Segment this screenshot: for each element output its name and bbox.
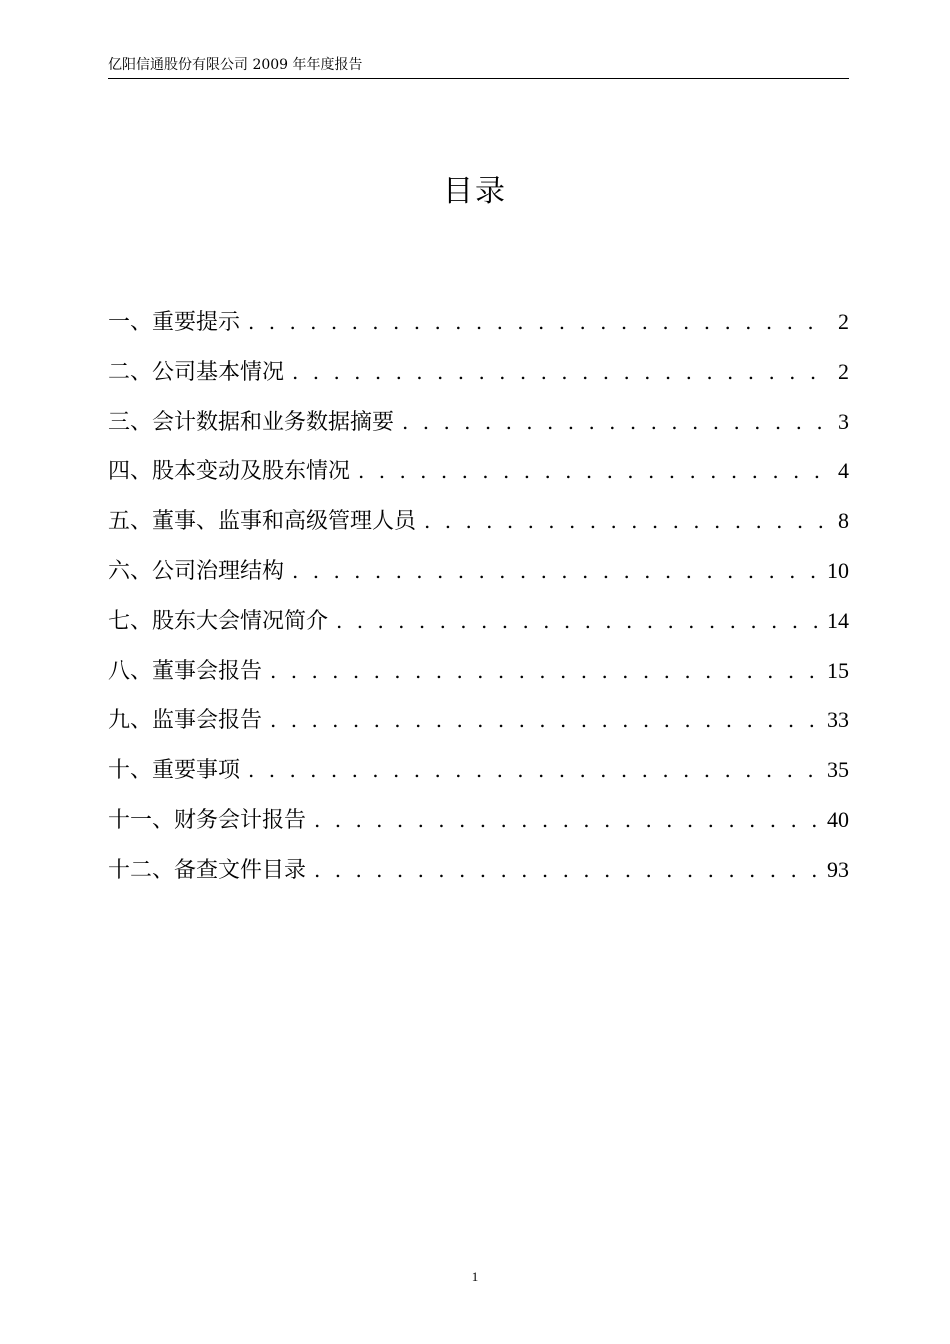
toc-entry-label: 二、公司基本情况 [108,359,285,385]
toc-entry-page: 10 [827,557,849,583]
toc-dot-leader [314,801,817,839]
toc-entry-page: 35 [827,757,849,783]
page-title: 目录 [443,174,507,209]
toc-entry-page: 40 [827,806,849,832]
toc-entry-label: 六、公司治理结构 [108,558,285,584]
toc-entry[interactable] [108,851,849,901]
toc-entry-label: 十一、财务会计报告 [108,807,307,833]
page-header [108,56,849,79]
toc-entry[interactable] [108,403,849,453]
toc-entry-label: 四、股本变动及股东情况 [108,459,351,485]
toc-entry[interactable] [108,652,849,702]
toc-entry[interactable] [108,303,849,353]
toc-entry-label: 五、董事、监事和高级管理人员 [108,509,417,535]
toc-dot-leader [270,652,817,690]
toc-entry-label: 七、股东大会情况简介 [108,608,329,634]
toc-entry-page: 8 [838,508,849,534]
page-footer [0,1269,950,1285]
toc-dot-leader [292,353,828,391]
toc-entry[interactable] [108,751,849,801]
toc-entry[interactable] [108,552,849,602]
toc-dot-leader [358,452,828,490]
toc-entry-label: 三、会计数据和业务数据摘要 [108,409,395,435]
toc-entry-page: 15 [827,657,849,683]
toc-entry[interactable] [108,502,849,552]
toc-entry[interactable] [108,701,849,751]
toc-entry-label: 十二、备查文件目录 [108,857,307,883]
toc-entry-page: 4 [838,458,849,484]
toc-entry-label: 九、监事会报告 [108,708,263,734]
toc-entry[interactable] [108,452,849,502]
toc-dot-leader [270,701,817,739]
toc-dot-leader [424,502,828,540]
toc-dot-leader [314,851,817,889]
toc-entry-page: 14 [827,607,849,633]
toc-dot-leader [336,602,817,640]
toc-entry[interactable] [108,801,849,851]
page-number: 1 [471,1269,479,1284]
toc-dot-leader [292,552,817,590]
table-of-contents [108,303,849,901]
toc-entry-page: 2 [838,358,849,384]
toc-entry[interactable] [108,353,849,403]
toc-entry[interactable] [108,602,849,652]
toc-dot-leader [248,751,817,789]
toc-entry-label: 八、董事会报告 [108,658,263,684]
header-text: 亿阳信通股份有限公司 2009 年年度报告 [108,57,363,73]
toc-entry-page: 93 [827,856,849,882]
toc-entry-page: 33 [827,707,849,733]
toc-entry-page: 2 [838,309,849,334]
toc-dot-leader [248,303,828,341]
toc-dot-leader [402,403,828,441]
toc-entry-label: 一、重要提示 [108,310,241,335]
toc-entry-label: 十、重要事项 [108,758,241,784]
toc-entry-page: 3 [838,408,849,434]
